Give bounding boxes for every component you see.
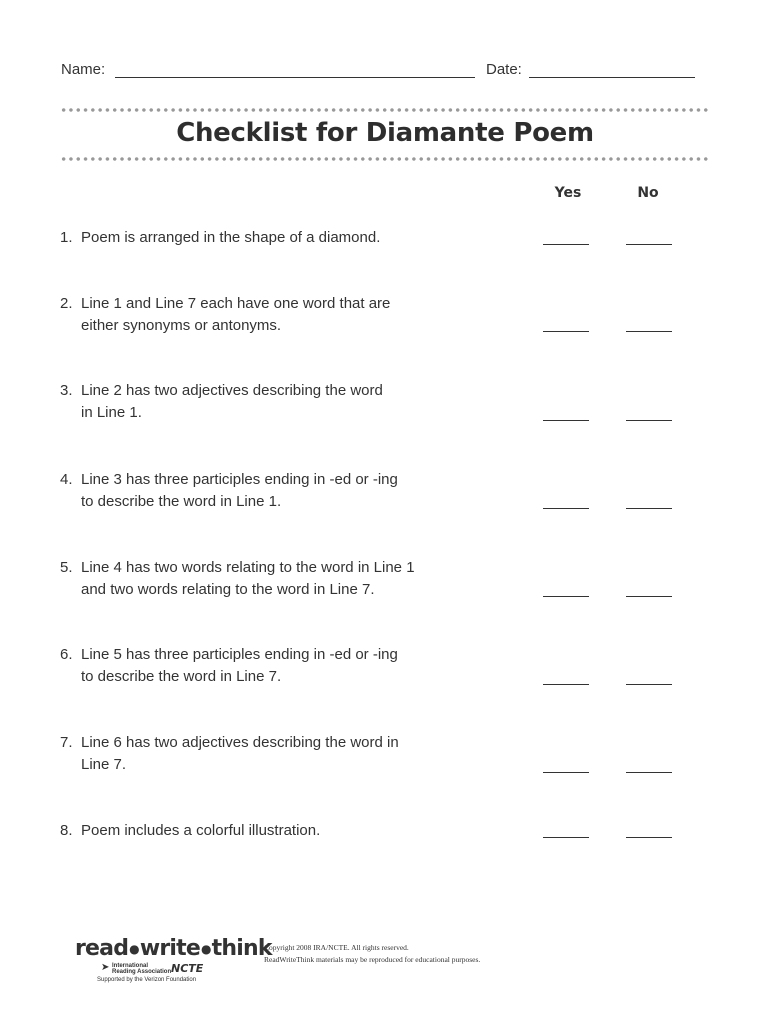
logo-support-text: Supported by the Verizon Foundation	[97, 977, 197, 983]
checklist-item	[60, 732, 480, 776]
date-label: Date:	[486, 61, 522, 78]
item-number: 8.	[60, 822, 73, 839]
checklist-item	[60, 293, 480, 337]
logo-word-write: write	[139, 936, 200, 961]
dotted-divider-bottom	[60, 157, 710, 161]
no-answer-blank[interactable]	[626, 420, 672, 421]
item-text	[81, 644, 461, 688]
item-text-line: Line 5 has three participles ending in -ed or -ing	[81, 646, 398, 663]
item-text	[81, 227, 461, 249]
checklist-item	[60, 227, 480, 249]
yes-answer-blank[interactable]	[543, 508, 589, 509]
page-title: Checklist for Diamante Poem	[176, 118, 594, 148]
item-text-line: Line 7.	[81, 756, 127, 773]
yes-answer-blank[interactable]	[543, 772, 589, 773]
logo-word-read: read	[75, 936, 129, 961]
item-text-line: and two words relating to the word in Line 7.	[81, 581, 375, 598]
yes-answer-blank[interactable]	[543, 684, 589, 685]
item-text-line: Line 6 has two adjectives describing the word in	[81, 734, 399, 751]
item-text-line: Line 4 has two words relating to the word in Line 1	[81, 559, 415, 576]
dotted-divider-top	[60, 108, 710, 112]
no-answer-blank[interactable]	[626, 772, 672, 773]
item-number: 2.	[60, 295, 73, 312]
no-answer-blank[interactable]	[626, 244, 672, 245]
checklist-item	[60, 380, 480, 424]
checklist-item	[60, 469, 480, 513]
readwritethink-logo	[75, 936, 272, 988]
ira-arrow-icon: ➤	[101, 962, 110, 973]
item-text-line: Line 2 has two adjectives describing the word	[81, 382, 383, 399]
no-answer-blank[interactable]	[626, 684, 672, 685]
copyright-notice	[264, 942, 480, 966]
name-label: Name:	[61, 61, 106, 78]
logo-dot-icon: ●	[201, 942, 211, 956]
date-field[interactable]	[529, 77, 695, 78]
item-text-line: Line 3 has three participles ending in -ed or -ing	[81, 471, 398, 488]
yes-answer-blank[interactable]	[543, 244, 589, 245]
no-answer-blank[interactable]	[626, 508, 672, 509]
item-text	[81, 557, 461, 601]
item-text	[81, 293, 461, 337]
checklist-item	[60, 557, 480, 601]
item-number: 4.	[60, 471, 73, 488]
yes-answer-blank[interactable]	[543, 420, 589, 421]
ncte-logo: NCTE	[171, 962, 204, 975]
logo-dot-icon: ●	[129, 942, 139, 956]
item-text	[81, 380, 461, 424]
item-text-line: Poem is arranged in the shape of a diamond.	[81, 229, 381, 246]
copyright-line: Copyright 2008 IRA/NCTE. All rights reserved.	[264, 943, 409, 952]
copyright-line: ReadWriteThink materials may be reproduced for educational purposes.	[264, 955, 481, 964]
item-text-line: either synonyms or antonyms.	[81, 317, 282, 334]
item-number: 3.	[60, 382, 73, 399]
yes-answer-blank[interactable]	[543, 596, 589, 597]
item-text	[81, 469, 461, 513]
item-text-line: in Line 1.	[81, 404, 142, 421]
ira-name-line: International	[112, 963, 149, 969]
ira-name	[112, 963, 171, 975]
column-header-no: No	[637, 185, 659, 201]
name-field[interactable]	[115, 77, 475, 78]
item-text-line: to describe the word in Line 7.	[81, 668, 282, 685]
item-text	[81, 732, 461, 776]
item-number: 5.	[60, 559, 73, 576]
ira-name-line: Reading Association	[112, 969, 172, 975]
item-text-line: to describe the word in Line 1.	[81, 493, 282, 510]
yes-answer-blank[interactable]	[543, 331, 589, 332]
item-number: 6.	[60, 646, 73, 663]
item-text-line: Line 1 and Line 7 each have one word that are	[81, 295, 391, 312]
column-header-yes: Yes	[554, 185, 582, 201]
no-answer-blank[interactable]	[626, 596, 672, 597]
logo-word-think: think	[211, 936, 272, 961]
checklist-item	[60, 644, 480, 688]
item-number: 1.	[60, 229, 73, 246]
item-text	[81, 820, 461, 842]
yes-answer-blank[interactable]	[543, 837, 589, 838]
checklist-item	[60, 820, 480, 842]
no-answer-blank[interactable]	[626, 331, 672, 332]
item-text-line: Poem includes a colorful illustration.	[81, 822, 321, 839]
no-answer-blank[interactable]	[626, 837, 672, 838]
item-number: 7.	[60, 734, 73, 751]
logo-wordmark	[75, 936, 272, 961]
